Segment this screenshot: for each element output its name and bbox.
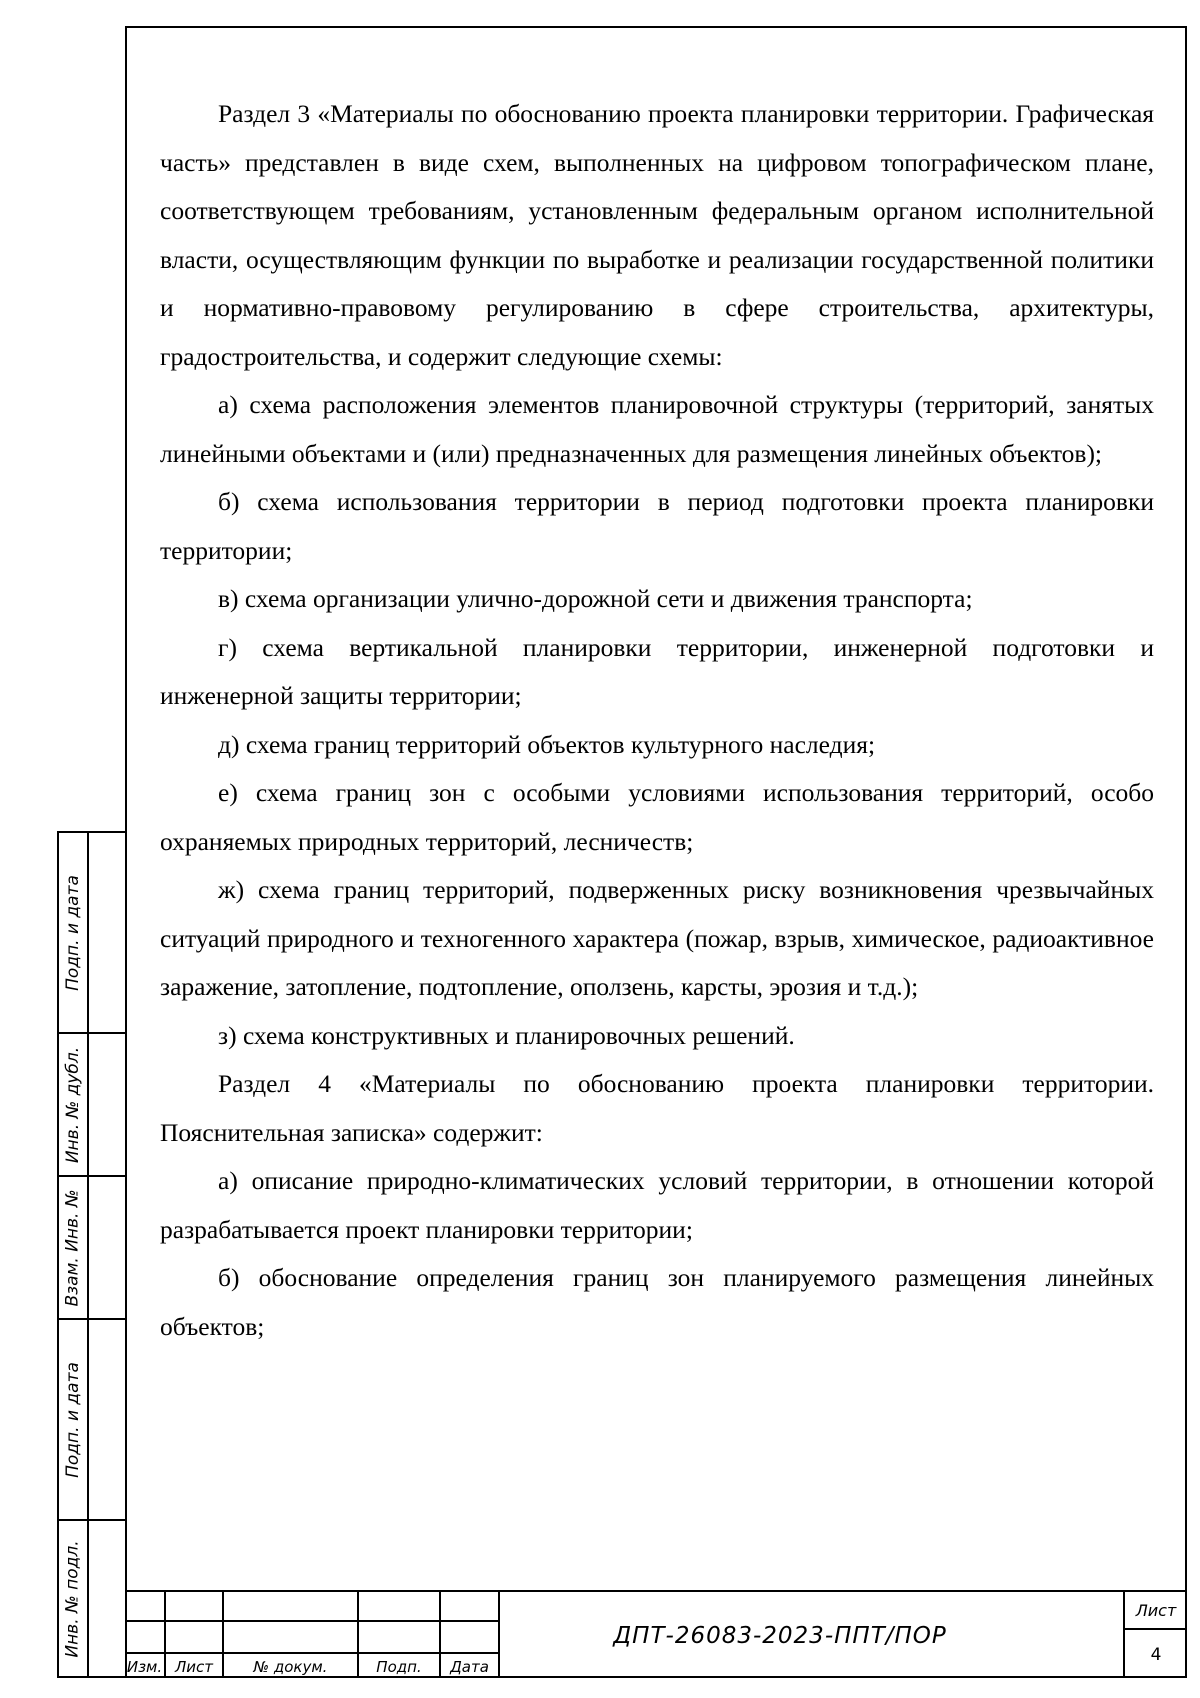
col-docnum-label: № докум. <box>253 1658 328 1676</box>
side-label: Подп. и дата <box>63 874 83 991</box>
col-podp-label: Подп. <box>376 1658 422 1676</box>
paragraph: б) обоснование определения границ зон планируемого размещения линейных объектов; <box>160 1263 1154 1341</box>
side-cell-inv-podl <box>57 1519 125 1678</box>
paragraph: з) схема конструктивных и планировочных решений. <box>218 1020 795 1050</box>
paragraph: Раздел 4 «Материалы по обоснованию проекта планировки территории. Пояснительная записка» содержит: <box>160 1069 1154 1147</box>
paragraph: б) схема использования территории в период подготовки проекта планировки территории; <box>160 487 1154 565</box>
col-data-label: Дата <box>450 1658 489 1676</box>
document-code: ДПТ-26083-2023-ППТ/ПОР <box>613 1623 947 1649</box>
side-label: Подп. и дата <box>63 1361 83 1478</box>
sheet-label: Лист <box>1135 1601 1177 1620</box>
side-label: Инв. № дубл. <box>63 1046 83 1163</box>
paragraph: г) схема вертикальной планировки территории, инженерной подготовки и инженерной защиты территории; <box>160 632 1154 710</box>
title-block <box>125 1590 1187 1678</box>
paragraph: а) схема расположения элементов планировочной структуры (территорий, занятых линейными объектами и (или) предназначенных для размещения линейных объектов); <box>160 390 1154 468</box>
paragraph: д) схема границ территорий объектов культурного наследия; <box>218 729 876 759</box>
paragraph: Раздел 3 «Материалы по обоснованию проекта планировки территории. Графическая часть» представлен в виде схем, выполненных на цифровом топографическом плане, соответствующем требованиям, установленным федеральным органом исполнительной власти, осуществляющим функции по выработке и реализации государственной политики и нормативно-правовому регулированию в сфере строительства, архитектуры, градостроительства, и содержит следующие схемы: <box>160 99 1154 371</box>
col-izm-label: Изм. <box>126 1658 163 1676</box>
side-cell-podp-data-2 <box>57 1318 125 1521</box>
sheet-number: 4 <box>1150 1645 1162 1665</box>
side-stamp <box>57 831 125 1678</box>
col-list-label: Лист <box>174 1658 213 1676</box>
side-cell-inv-dubl <box>57 1032 125 1177</box>
paragraph: в) схема организации улично-дорожной сети и движения транспорта; <box>218 584 973 613</box>
side-cell-vzam-inv <box>57 1175 125 1320</box>
paragraph: е) схема границ зон с особыми условиями использования территорий, особо охраняемых природных территорий, лесничеств; <box>160 778 1154 856</box>
side-cell-podp-data <box>57 831 125 1034</box>
document-body <box>160 90 1154 1351</box>
side-label: Инв. № подл. <box>63 1539 84 1658</box>
paragraph: а) описание природно-климатических условий территории, в отношении которой разрабатывается проект планировки территории; <box>160 1166 1154 1244</box>
paragraph: ж) схема границ территорий, подверженных риску возникновения чрезвычайных ситуаций природного и техногенного характера (пожар, взрыв, химическое, радиоактивное заражение, затопление, подтопление, оползень, карсты, эрозия и т.д.); <box>160 875 1154 1001</box>
side-label: Взам. Инв. № <box>63 1188 83 1307</box>
